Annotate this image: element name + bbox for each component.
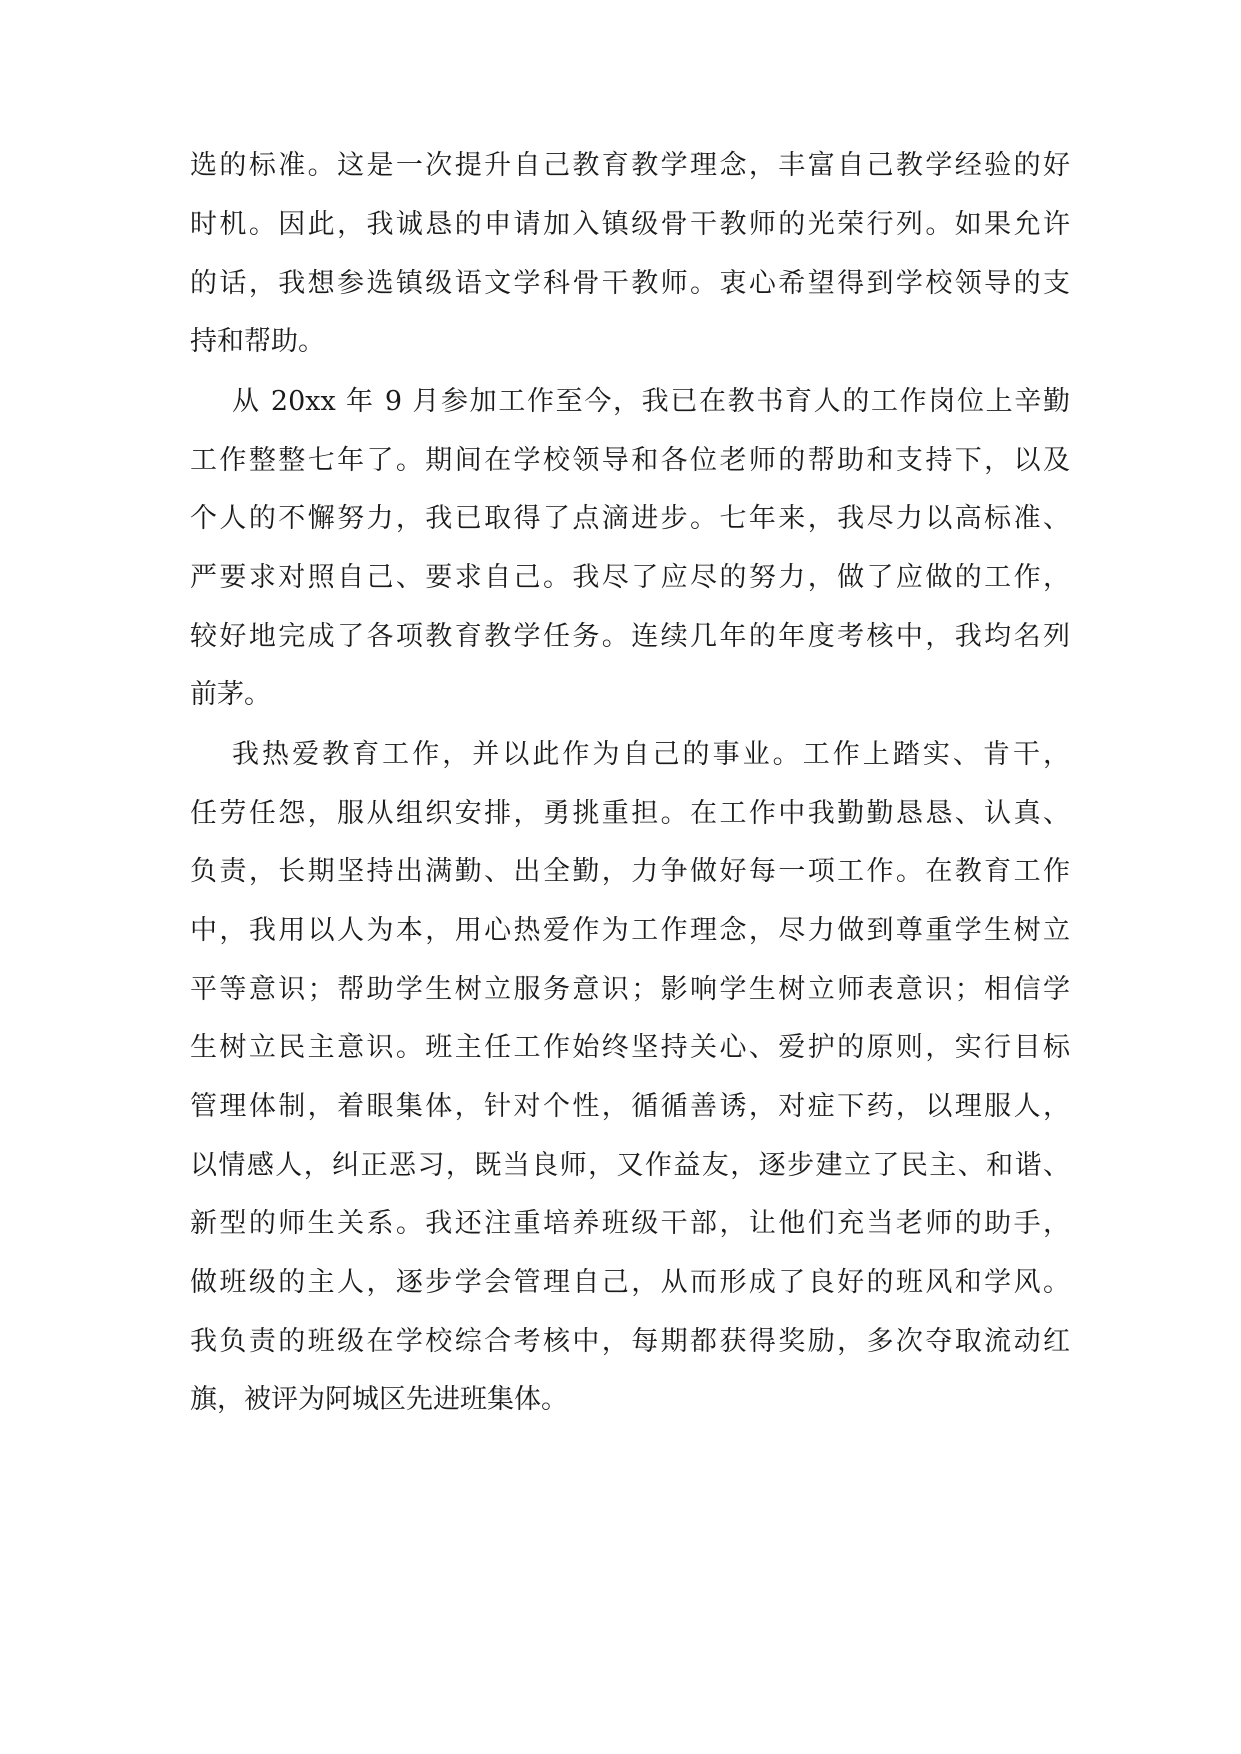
document-page	[190, 0, 1070, 1754]
text-line: 个人的不懈努力，我已取得了点滴进步。七年来，我尽力以高标准、	[190, 503, 1070, 534]
text-line: 严要求对照自己、要求自己。我尽了应尽的努力，做了应做的工作，	[190, 562, 1070, 593]
text-line: 旗，被评为阿城区先进班集体。	[190, 1384, 568, 1415]
text-line: 从 20xx 年 9 月参加工作至今，我已在教书育人的工作岗位上辛勤	[232, 386, 1070, 417]
text-line: 选的标准。这是一次提升自己教育教学理念，丰富自己教学经验的好	[190, 150, 1070, 181]
text-line: 管理体制，着眼集体，针对个性，循循善诱，对症下药，以理服人，	[190, 1091, 1070, 1122]
text-line: 生树立民主意识。班主任工作始终坚持关心、爱护的原则，实行目标	[190, 1032, 1070, 1063]
text-line: 前茅。	[190, 679, 271, 710]
text-line: 我负责的班级在学校综合考核中，每期都获得奖励，多次夺取流动红	[190, 1326, 1070, 1357]
text-line: 平等意识；帮助学生树立服务意识；影响学生树立师表意识；相信学	[190, 974, 1070, 1005]
text-line: 我热爱教育工作，并以此作为自己的事业。工作上踏实、肯干，	[232, 739, 1070, 770]
text-line: 持和帮助。	[190, 326, 325, 357]
text-line: 新型的师生关系。我还注重培养班级干部，让他们充当老师的助手，	[190, 1208, 1070, 1239]
text-line: 任劳任怨，服从组织安排，勇挑重担。在工作中我勤勤恳恳、认真、	[190, 798, 1070, 829]
text-line: 工作整整七年了。期间在学校领导和各位老师的帮助和支持下，以及	[190, 445, 1070, 476]
text-line: 时机。因此，我诚恳的申请加入镇级骨干教师的光荣行列。如果允许	[190, 209, 1070, 240]
text-line: 以情感人，纠正恶习，既当良师，又作益友，逐步建立了民主、和谐、	[190, 1150, 1070, 1181]
text-line: 做班级的主人，逐步学会管理自己，从而形成了良好的班风和学风。	[190, 1267, 1070, 1298]
text-line: 的话，我想参选镇级语文学科骨干教师。衷心希望得到学校领导的支	[190, 268, 1070, 299]
text-line: 较好地完成了各项教育教学任务。连续几年的年度考核中，我均名列	[190, 621, 1070, 652]
text-line: 负责，长期坚持出满勤、出全勤，力争做好每一项工作。在教育工作	[190, 856, 1070, 887]
text-line: 中，我用以人为本，用心热爱作为工作理念，尽力做到尊重学生树立	[190, 915, 1070, 946]
